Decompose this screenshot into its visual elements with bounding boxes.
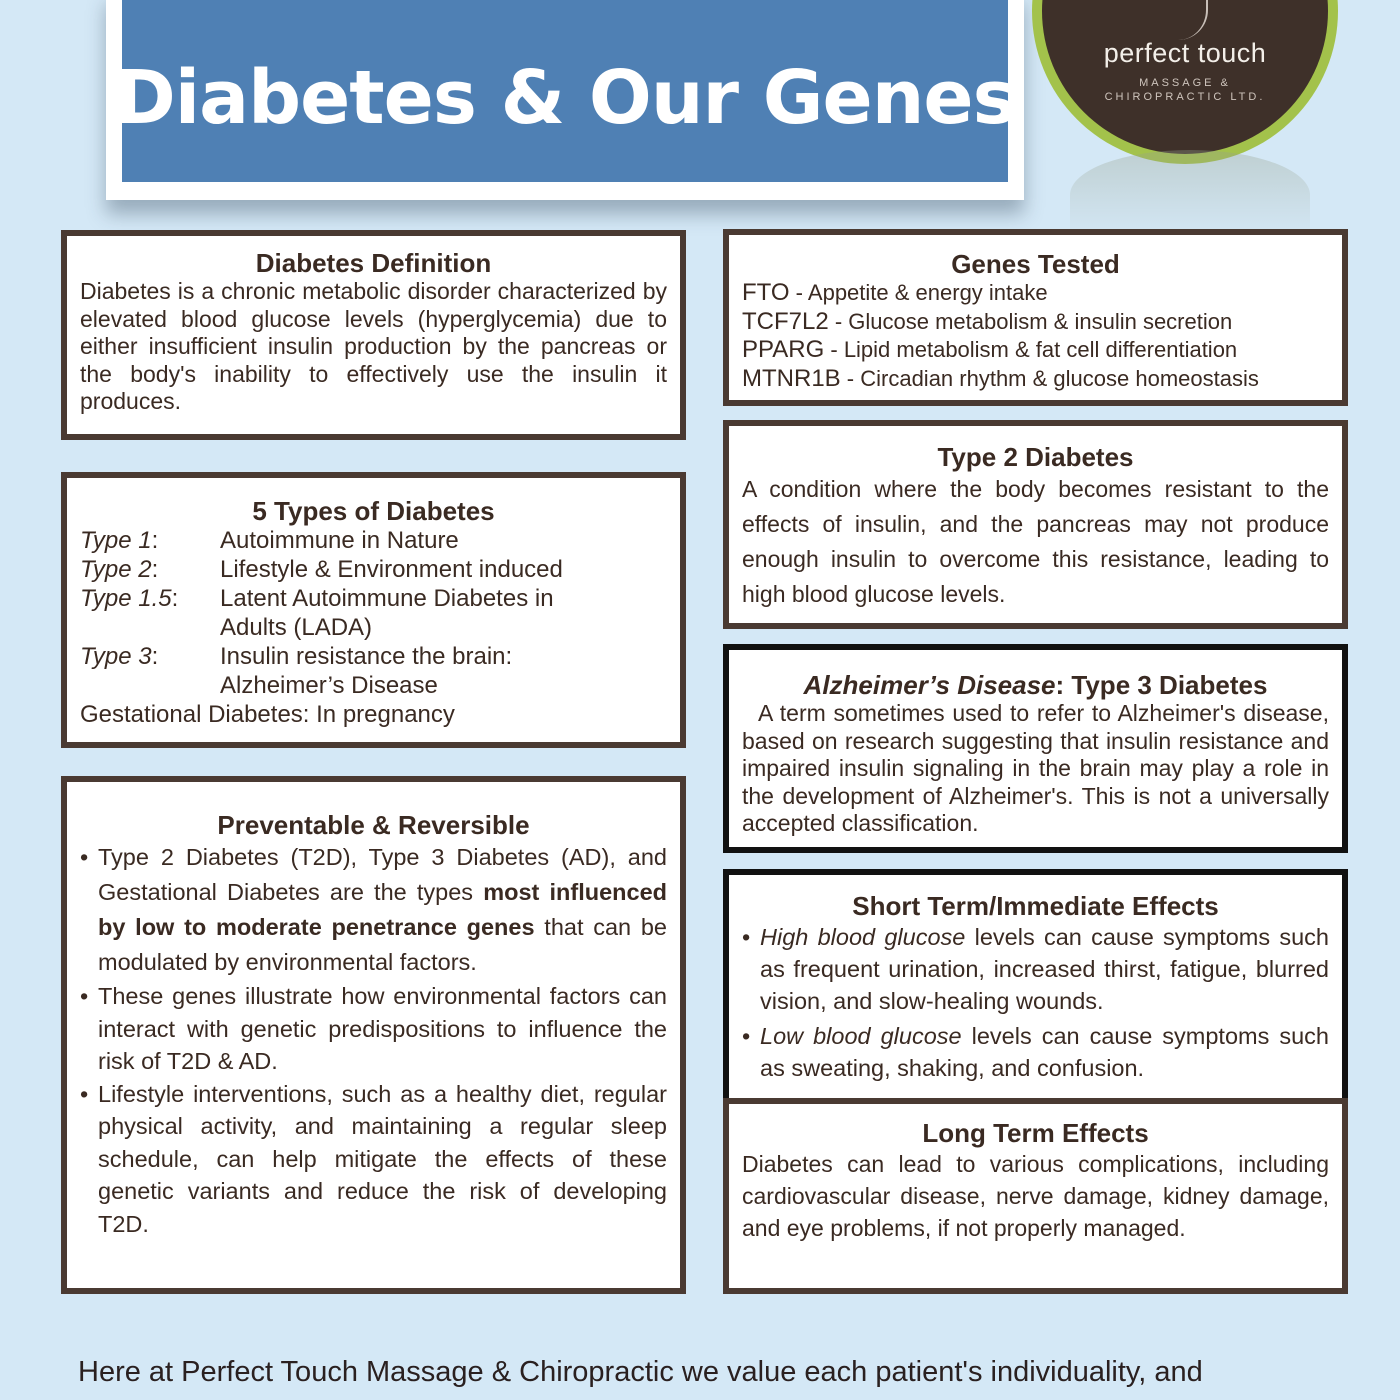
definition-card [61, 230, 686, 440]
alzheimers-title-rest: : Type 3 Diabetes [1055, 670, 1268, 700]
bullet-3-text: Lifestyle interventions, such as a healthy diet, regular physical activity, and maintaining a regular sleep schedule, can help mitigate the effects of these genetic variants and reduce the risk of developing T2D. [98, 1080, 667, 1237]
gestational-row [80, 700, 667, 729]
gene-desc-2: Glucose metabolism & insulin secretion [848, 308, 1233, 334]
type-value-2: Lifestyle & Environment induced [220, 556, 563, 583]
short-bullet-1-em: High blood glucose [760, 924, 966, 950]
brand-logo [1032, 0, 1338, 164]
title-panel [114, 0, 1016, 182]
alzheimers-title-italic: Alzheimer’s Disease [803, 670, 1056, 700]
type-value-3: Latent Autoimmune Diabetes in Adults (LADA) [220, 585, 554, 641]
long-term-title: Long Term Effects [922, 1118, 1149, 1148]
short-bullet-2-text: levels can cause symptoms such as sweating, shaking, and confusion. [760, 1023, 1329, 1081]
gene-code-2: TCF7L2 [742, 307, 829, 335]
type-row-3: Type 1.5: Latent Autoimmune Diabetes in Adults (LADA) [80, 584, 667, 642]
bullet-dot-icon: • [742, 924, 751, 950]
type-row-1: Type 1: Autoimmune in Nature [80, 526, 667, 555]
bullet-dot-icon: • [80, 1080, 89, 1107]
bullet-dot-icon: • [80, 844, 89, 870]
definition-text: Diabetes is a chronic metabolic disorder characterized by elevated blood glucose levels (hyperglycemia) due to either insufficient insulin production by the pancreas or the body's inability to effectively use the insulin it produces. [80, 278, 667, 414]
type-row-4: Type 3: Insulin resistance the brain: Alzheimer’s Disease [80, 642, 667, 700]
gestational-text: Gestational Diabetes: In pregnancy [80, 701, 455, 728]
gene-row-1: FTO - Appetite & energy intake [742, 279, 1048, 306]
gene-desc-1: Appetite & energy intake [807, 280, 1048, 305]
gene-code-1: FTO [742, 279, 790, 306]
logo-sub-line-1: MASSAGE & [1139, 77, 1231, 89]
genes-card [723, 229, 1348, 406]
alzheimers-card [723, 644, 1348, 853]
types-title: 5 Types of Diabetes [252, 496, 495, 526]
type2-title: Type 2 Diabetes [937, 442, 1134, 472]
gene-code-3: PPARG [742, 336, 825, 363]
preventable-bullet-2 [80, 980, 667, 1078]
short-bullet-2-em: Low blood glucose [760, 1023, 962, 1049]
long-term-card [723, 1098, 1348, 1294]
bullet-dot-icon: • [80, 983, 89, 1009]
type-value-4: Insulin resistance the brain: Alzheimer’s Disease [220, 643, 513, 699]
bullet-1-post: that can be modulated by environmental factors. [98, 914, 667, 975]
alzheimers-text: A term sometimes used to refer to Alzheimer's disease, based on research suggesting that insulin resistance and impaired insulin signaling in the brain may play a role in the development of Alzheimer's. This is not a universally accepted classification. [742, 700, 1329, 836]
preventable-bullet-3 [80, 1078, 667, 1241]
preventable-bullet-1 [80, 840, 667, 980]
definition-title: Diabetes Definition [255, 248, 492, 278]
title-banner [106, 0, 1024, 200]
type-label-2: Type 2 [80, 556, 152, 583]
bullet-dot-icon: • [742, 1023, 751, 1049]
type2-card [723, 420, 1348, 629]
genes-title: Genes Tested [951, 249, 1120, 279]
short-term-title: Short Term/Immediate Effects [852, 891, 1219, 921]
logo-reflection [1070, 150, 1310, 240]
gene-desc-3: Lipid metabolism & fat cell differentiation [843, 337, 1238, 362]
bullet-1-pre: Type 2 Diabetes (T2D), Type 3 Diabetes (AD), and Gestational Diabetes are the types [98, 844, 667, 905]
type-label-4: Type 3 [80, 643, 152, 670]
bullet-1-bold: most influenced by low to moderate penetrance genes [98, 879, 668, 940]
types-card [61, 472, 686, 748]
long-term-text: Diabetes can lead to various complications, including cardiovascular disease, nerve damage, kidney damage, and eye problems, if not properly managed. [742, 1151, 1329, 1241]
gene-row-4: MTNR1B - Circadian rhythm & glucose homeostasis [742, 364, 1259, 392]
footer-text: Here at Perfect Touch Massage & Chiropractic we value each patient's individuality, and [78, 1356, 1203, 1388]
gene-desc-4: Circadian rhythm & glucose homeostasis [860, 365, 1259, 391]
logo-sub-line-2: CHIROPRACTIC LTD. [1104, 91, 1266, 103]
bullet-2-text: These genes illustrate how environmental factors can interact with genetic predispositions to influence the risk of T2D & AD. [98, 983, 667, 1074]
type-row-2: Type 2: Lifestyle & Environment induced [80, 555, 667, 584]
page-title: Diabetes & Our Genes [114, 55, 1016, 141]
short-term-bullet-2 [742, 1020, 1329, 1084]
short-term-card [723, 869, 1348, 1104]
preventable-card [61, 776, 686, 1294]
gene-code-4: MTNR1B [742, 364, 841, 392]
type-label-1: Type 1 [80, 527, 152, 554]
type-label-3: Type 1.5 [80, 585, 172, 612]
gene-row-2: TCF7L2 - Glucose metabolism & insulin secretion [742, 307, 1233, 335]
type2-text: A condition where the body becomes resistant to the effects of insulin, and the pancreas may not produce enough insulin to overcome this resistance, leading to high blood glucose levels. [742, 476, 1329, 607]
logo-mark-icon [1178, 0, 1208, 40]
short-term-bullet-1 [742, 921, 1329, 1017]
type-value-1: Autoimmune in Nature [220, 527, 459, 554]
alzheimers-title [742, 670, 1329, 700]
short-bullet-1-text: levels can cause symptoms such as frequent urination, increased thirst, fatigue, blurred vision, and slow-healing wounds. [760, 924, 1330, 1014]
logo-disc [1042, 0, 1328, 154]
preventable-title: Preventable & Reversible [217, 810, 530, 840]
logo-subtitle [1042, 76, 1328, 104]
logo-name: perfect touch [1103, 38, 1267, 68]
gene-row-3: PPARG - Lipid metabolism & fat cell differentiation [742, 336, 1238, 363]
